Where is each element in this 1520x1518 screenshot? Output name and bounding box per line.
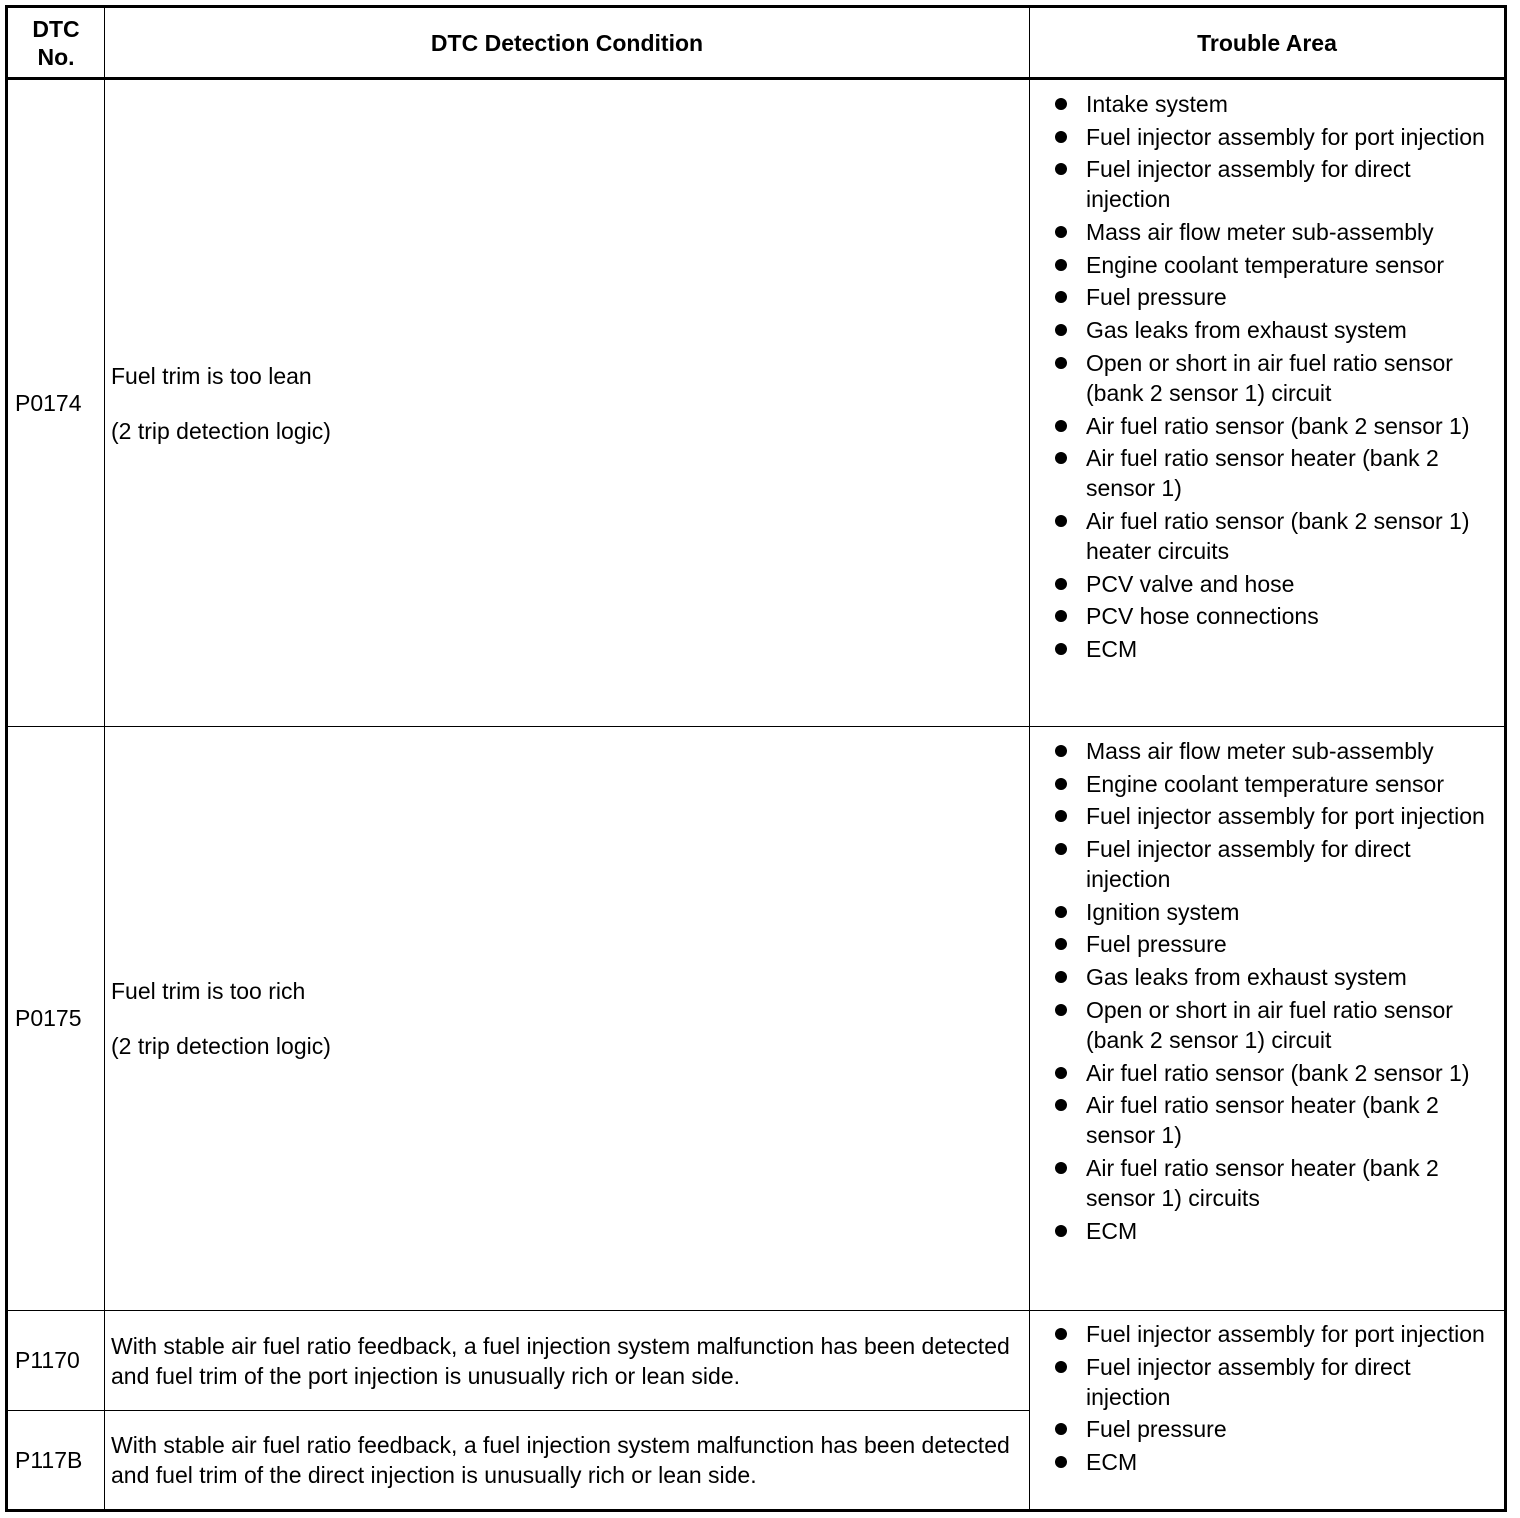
trouble-area xyxy=(1030,727,1506,1311)
condition-text: With stable air fuel ratio feedback, a fuel injection system malfunction has been detected and fuel trim of the direct injection is unusually rich or lean side. xyxy=(111,1432,1010,1488)
list-item: Gas leaks from exhaust system xyxy=(1053,315,1496,345)
list-item: Fuel injector assembly for direct injection xyxy=(1053,154,1496,214)
list-item: Intake system xyxy=(1053,89,1496,119)
list-item: Ignition system xyxy=(1053,897,1496,927)
list-item: Engine coolant temperature sensor xyxy=(1053,250,1496,280)
list-item: Fuel injector assembly for port injection xyxy=(1053,801,1496,831)
dtc-code: P117B xyxy=(7,1411,105,1511)
list-item: ECM xyxy=(1053,634,1496,664)
list-item: Fuel injector assembly for direct injection xyxy=(1053,1352,1496,1412)
condition-text: With stable air fuel ratio feedback, a fuel injection system malfunction has been detected and fuel trim of the port injection is unusually rich or lean side. xyxy=(111,1332,1010,1389)
list-item: Air fuel ratio sensor heater (bank 2 sensor 1) xyxy=(1053,1090,1496,1150)
list-item: Open or short in air fuel ratio sensor (bank 2 sensor 1) circuit xyxy=(1053,995,1496,1055)
list-item: PCV valve and hose xyxy=(1053,569,1496,599)
trouble-area xyxy=(1030,1311,1506,1511)
list-item: Air fuel ratio sensor (bank 2 sensor 1) heater circuits xyxy=(1053,506,1496,566)
dtc-code: P1170 xyxy=(7,1311,105,1411)
list-item: Fuel pressure xyxy=(1053,1414,1496,1444)
list-item: ECM xyxy=(1053,1216,1496,1246)
header-detection-condition: DTC Detection Condition xyxy=(105,7,1030,79)
list-item: PCV hose connections xyxy=(1053,601,1496,631)
condition-text: Fuel trim is too lean xyxy=(111,362,312,389)
trouble-area-list xyxy=(1030,80,1504,664)
detection-condition xyxy=(105,79,1030,727)
list-item: Open or short in air fuel ratio sensor (bank 2 sensor 1) circuit xyxy=(1053,348,1496,408)
list-item: Engine coolant temperature sensor xyxy=(1053,769,1496,799)
list-item: Air fuel ratio sensor (bank 2 sensor 1) xyxy=(1053,411,1496,441)
list-item: Air fuel ratio sensor (bank 2 sensor 1) xyxy=(1053,1058,1496,1088)
list-item: Mass air flow meter sub-assembly xyxy=(1053,217,1496,247)
list-item: Air fuel ratio sensor heater (bank 2 sensor 1) circuits xyxy=(1053,1153,1496,1213)
condition-text: Fuel trim is too rich xyxy=(111,978,306,1004)
trouble-area-list xyxy=(1030,1311,1504,1477)
table-row xyxy=(7,1311,1506,1411)
table-row xyxy=(7,727,1506,1311)
list-item: Air fuel ratio sensor heater (bank 2 sensor 1) xyxy=(1053,443,1496,503)
list-item: Fuel injector assembly for port injection xyxy=(1053,122,1496,152)
list-item: Mass air flow meter sub-assembly xyxy=(1053,736,1496,766)
list-item: Fuel injector assembly for port injection xyxy=(1053,1319,1496,1349)
list-item: Fuel pressure xyxy=(1053,929,1496,959)
list-item: ECM xyxy=(1053,1447,1496,1477)
dtc-code: P0174 xyxy=(7,79,105,727)
trouble-area xyxy=(1030,79,1506,727)
detection-condition xyxy=(105,727,1030,1311)
header-trouble-area: Trouble Area xyxy=(1030,7,1506,79)
detection-condition xyxy=(105,1411,1030,1511)
trouble-area-list xyxy=(1030,727,1504,1246)
detection-condition xyxy=(105,1311,1030,1411)
condition-logic: (2 trip detection logic) xyxy=(111,417,331,444)
list-item: Fuel injector assembly for direct injection xyxy=(1053,834,1496,894)
list-item: Gas leaks from exhaust system xyxy=(1053,962,1496,992)
condition-logic: (2 trip detection logic) xyxy=(111,1033,331,1059)
header-dtc-no: DTC No. xyxy=(7,7,105,79)
table-row xyxy=(7,79,1506,727)
dtc-code: P0175 xyxy=(7,727,105,1311)
list-item: Fuel pressure xyxy=(1053,282,1496,312)
header-row xyxy=(7,7,1506,79)
dtc-table xyxy=(5,5,1507,1512)
